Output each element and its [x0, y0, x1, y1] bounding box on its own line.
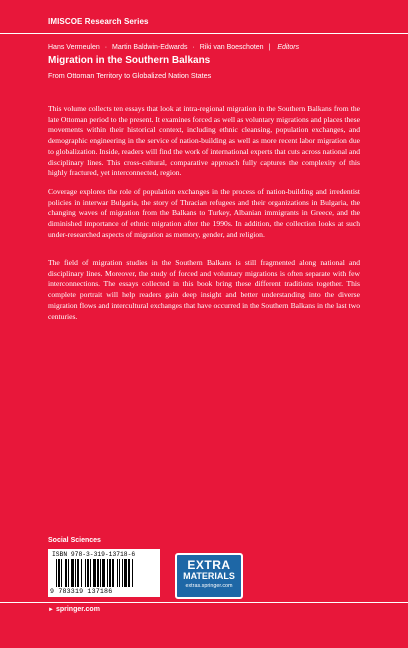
top-divider: [0, 33, 408, 34]
barcode-icon: [56, 559, 152, 587]
barcode-block: [48, 549, 160, 597]
publisher-url: springer.com: [55, 606, 100, 613]
barcode-digits: 9 783319 137186: [50, 588, 113, 595]
separator: ·: [104, 44, 108, 51]
badge-url: extras.springer.com: [185, 583, 233, 589]
book-title: Migration in the Southern Balkans: [48, 55, 211, 66]
badge-line-2: MATERIALS: [183, 571, 235, 581]
bottom-divider: [0, 602, 408, 603]
separator: |: [268, 44, 271, 51]
publisher-link[interactable]: [48, 606, 100, 613]
separator: ·: [192, 44, 195, 51]
subject-category: Social Sciences: [48, 537, 101, 544]
editors-role: Editors: [277, 44, 300, 51]
editor-name: Martin Baldwin-Edwards: [112, 44, 188, 51]
editor-name: Riki van Boeschoten: [199, 44, 264, 51]
book-subtitle: From Ottoman Territory to Globalized Nation States: [48, 71, 212, 80]
series-name: IMISCOE Research Series: [48, 17, 149, 26]
editor-name: Hans Vermeulen: [48, 44, 100, 51]
description-paragraph-2: Coverage explores the role of population exchanges in the process of nation-building and irredentist policies in interwar Bulgaria, the story of Thracian refugees and their organizations in Bulgaria, the changing waves of migration from the Balkans to Turkey, Albanian immigrants in Greece, and the diminished importance of ethnic migration after the 1990s. In addition, the collection looks at such under-researched aspects of migration as memory, gender, and religion.: [48, 187, 360, 239]
badge-line-1: EXTRA: [187, 558, 231, 572]
description-paragraph-1: This volume collects ten essays that look at intra-regional migration in the Southern Balkans from the late Ottoman period to the present. It examines forced as well as voluntary migrations and places these movements within their historical context, including ethnic cleansing, population exchanges, and demographic engineering in the service of nation-building as well as more recent labor migration due to globalization. Inside, readers will find the work of international experts that cuts across national and disciplinary lines. This cross-cultural, comparative approach fully captures the complexity of this highly fractured, yet interconnected, region.: [48, 104, 360, 178]
description-paragraph-3: The field of migration studies in the Southern Balkans is still fragmented along national and disciplinary lines. Moreover, the study of forced and voluntary migrations is often separate with few interconnections. The essays collected in this book bring these different traditions together. This complete portrait will help readers gain deep insight and better understanding into the diverse migration flows and intercultural exchanges that have occurred in the Southern Balkans in the last two centuries.: [48, 258, 360, 321]
extra-materials-badge[interactable]: [175, 553, 243, 599]
editors-line: [48, 44, 299, 51]
arrow-right-icon: ►: [48, 607, 54, 613]
isbn-label: ISBN 978-3-319-13718-6: [52, 551, 136, 558]
